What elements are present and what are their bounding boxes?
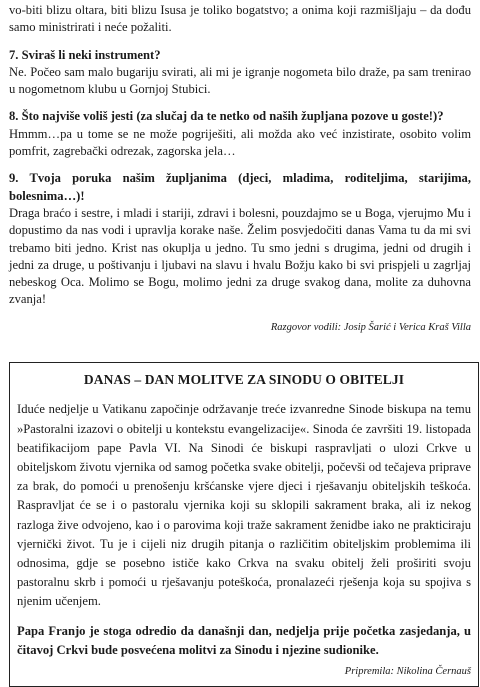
answer-9: Draga braćo i sestre, i mladi i stariji, zdravi i bolesni, pouzdajmo se u Boga, vjerujmo Mu i dopustimo da nas vodi i upravlja korake naše. Želim posvjedočiti danas Vama tu da mi svi trebamo biti jedno. Krist nas okuplja u jedno. Tu smo jedni s drugima, jedni od drugih i jedni za druge, u poštivanju i ljubavi na slavu i hvalu Božju kako bi svi prispjeli u zagrljaj nebeskog Oca. Molimo se Bogu, molimo jedni za druge svakog dana, molite za duhovna zvanja! [9,205,471,307]
interview-credit: Razgovor vodili: Josip Šarić i Verica Kraš Villa [270,321,471,333]
answer-6-end: vo-biti blizu oltara, biti blizu Isusa je toliko bogatstvo; a onima koji razmišljaju – da dođu samo ministrirati i neće požaliti. [9,3,471,35]
box-credit: Pripremila: Nikolina Černauš [344,665,471,677]
box-closing: Papa Franjo je stoga odredio da današnji dan, nedjelja prije početka zasjedanja, u čitavoj Crkvi bude posvećena molitvi za Sinodu i njezine sudionike. [17,623,471,658]
question-8: 8. Što najviše voliš jesti (za slučaj da te netko od naših župljana pozove u goste!)? [9,109,444,124]
synod-prayer-box [9,362,479,687]
question-7: 7. Sviraš li neki instrument? [9,47,161,62]
question-9: 9. Tvoja poruka našim župljanima (djeci, mladima, roditeljima, starijima, bolesnima…)! [9,171,471,203]
box-body: Iduće nedjelje u Vatikanu započinje održavanje treće izvanredne Sinode biskupa na temu »Pastoralni izazovi o obitelji u kontekstu evangelizacije«. Sinoda će završiti 19. listopada beatifikacijom pape Pavla VI. Na Sinodi će biskupi raspravljati o ulozi Crkve u obiteljskom životu vjernika od samog početka svake obitelji, počevši od tečajeva priprave za brak, do pomoći u prenošenju kršćanske vjere djeci i rješavanju obiteljskih teškoća. Raspravljat će se i o pastoralu vjernika koji su sklopili sakrament braka, ali iz nekog razloga žive odvojeno, kao i o parovima koji traže sakrament ženidbe iako ne prakticiraju vjernički život. Tu je i cijeli niz drugih pitanja o različitim obiteljskim problemima ili odnosima, gdje se posebno ističe kako Crkva na svaku obitelj želi proširiti svoju pastoralnu skrb i pomoći u rješavanju poteškoća, pronalazeći rješenja koja su spojiva s njenim učenjem. [17,402,471,609]
answer-7: Ne. Počeo sam malo bugariju svirati, ali mi je igranje nogometa bilo draže, pa sam trenirao u nogometnom klubu u Gornjoj Stubici. [9,64,471,97]
answer-8: Hmmm…pa u tome se ne može pogriješiti, ali možda ako već inzistirate, osobito volim pomfrit, zagrebački odrezak, zagorska jela… [9,126,471,159]
box-title: DANAS – DAN MOLITVE ZA SINODU O OBITELJI [83,372,405,387]
interview-section [9,0,471,336]
